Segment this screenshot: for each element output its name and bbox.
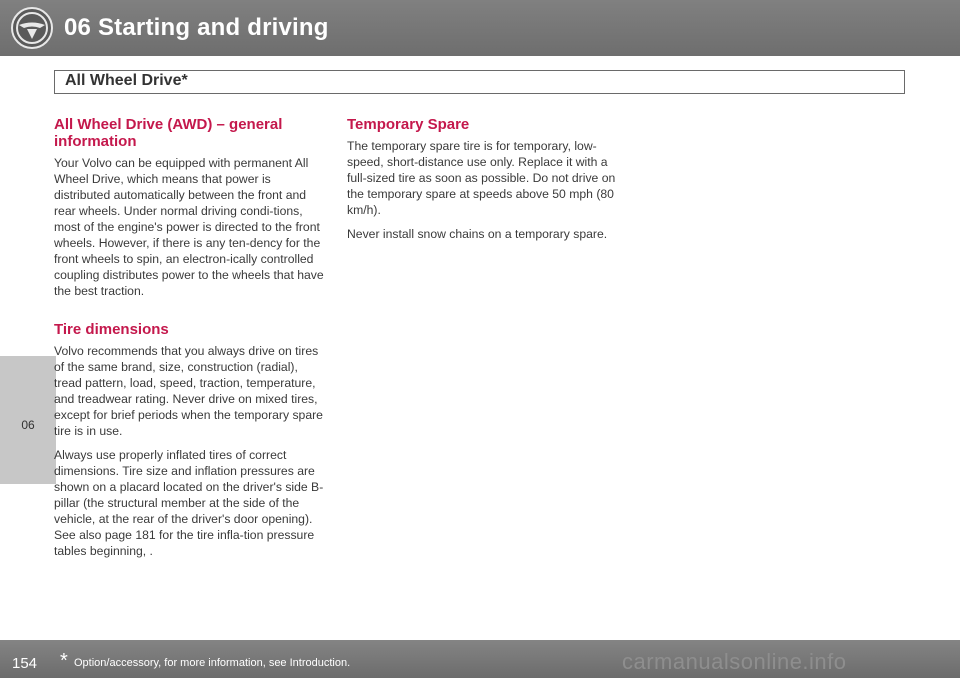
tire-paragraph-2: Always use properly inflated tires of correct dimensions. Tire size and inflation pressures are shown on a placard located on the driver's side B-pillar (the structural member at the side of the vehicle, at the rear of the driver's door opening). See also page 181 for the tire infla-tion pressure tables beginning, .: [54, 448, 324, 558]
right-column: [347, 116, 619, 250]
chapter-header: [0, 0, 960, 56]
footnote-text: Option/accessory, for more information, see Introduction.: [74, 657, 351, 669]
page-number: 154: [12, 655, 38, 672]
left-column: [54, 116, 326, 567]
tire-paragraph-1: Volvo recommends that you always drive on tires of the same brand, size, construction (radial), tread pattern, load, speed, traction, temperature, and treadwear rating. Never drive on mixed tires, except for brief periods when the temporary spare tire is in use.: [54, 344, 323, 438]
awd-heading: All Wheel Drive (AWD) – general information: [54, 116, 283, 150]
chapter-title: 06 Starting and driving: [64, 14, 329, 41]
spare-paragraph-1: The temporary spare tire is for temporary, low-speed, short-distance use only. Replace it with a full-sized tire as soon as possible. Do not drive on the temporary spare at speeds above 50 mph (80 km/h).: [347, 139, 616, 217]
chapter-tab-label: 06: [21, 418, 35, 432]
temporary-spare-heading: Temporary Spare: [347, 116, 470, 133]
section-title-box: [54, 70, 905, 94]
awd-paragraph: Your Volvo can be equipped with permanent All Wheel Drive, which means that power is distributed automatically between the front and rear wheels. Under normal driving condi-tions, most of the engine's power is directed to the front wheels. However, if there is any ten-dency for the front wheels to spin, an electron-ically controlled coupling distributes power to the wheels that have the best traction.: [54, 156, 324, 298]
watermark: carmanualsonline.info: [622, 649, 847, 674]
spare-paragraph-2: Never install snow chains on a temporary spare.: [347, 227, 608, 241]
section-title: All Wheel Drive*: [65, 72, 188, 89]
steering-wheel-logo-icon: [10, 6, 54, 50]
tire-dimensions-heading: Tire dimensions: [54, 321, 169, 338]
side-margin: [0, 56, 56, 640]
footnote-marker: *: [60, 650, 68, 672]
